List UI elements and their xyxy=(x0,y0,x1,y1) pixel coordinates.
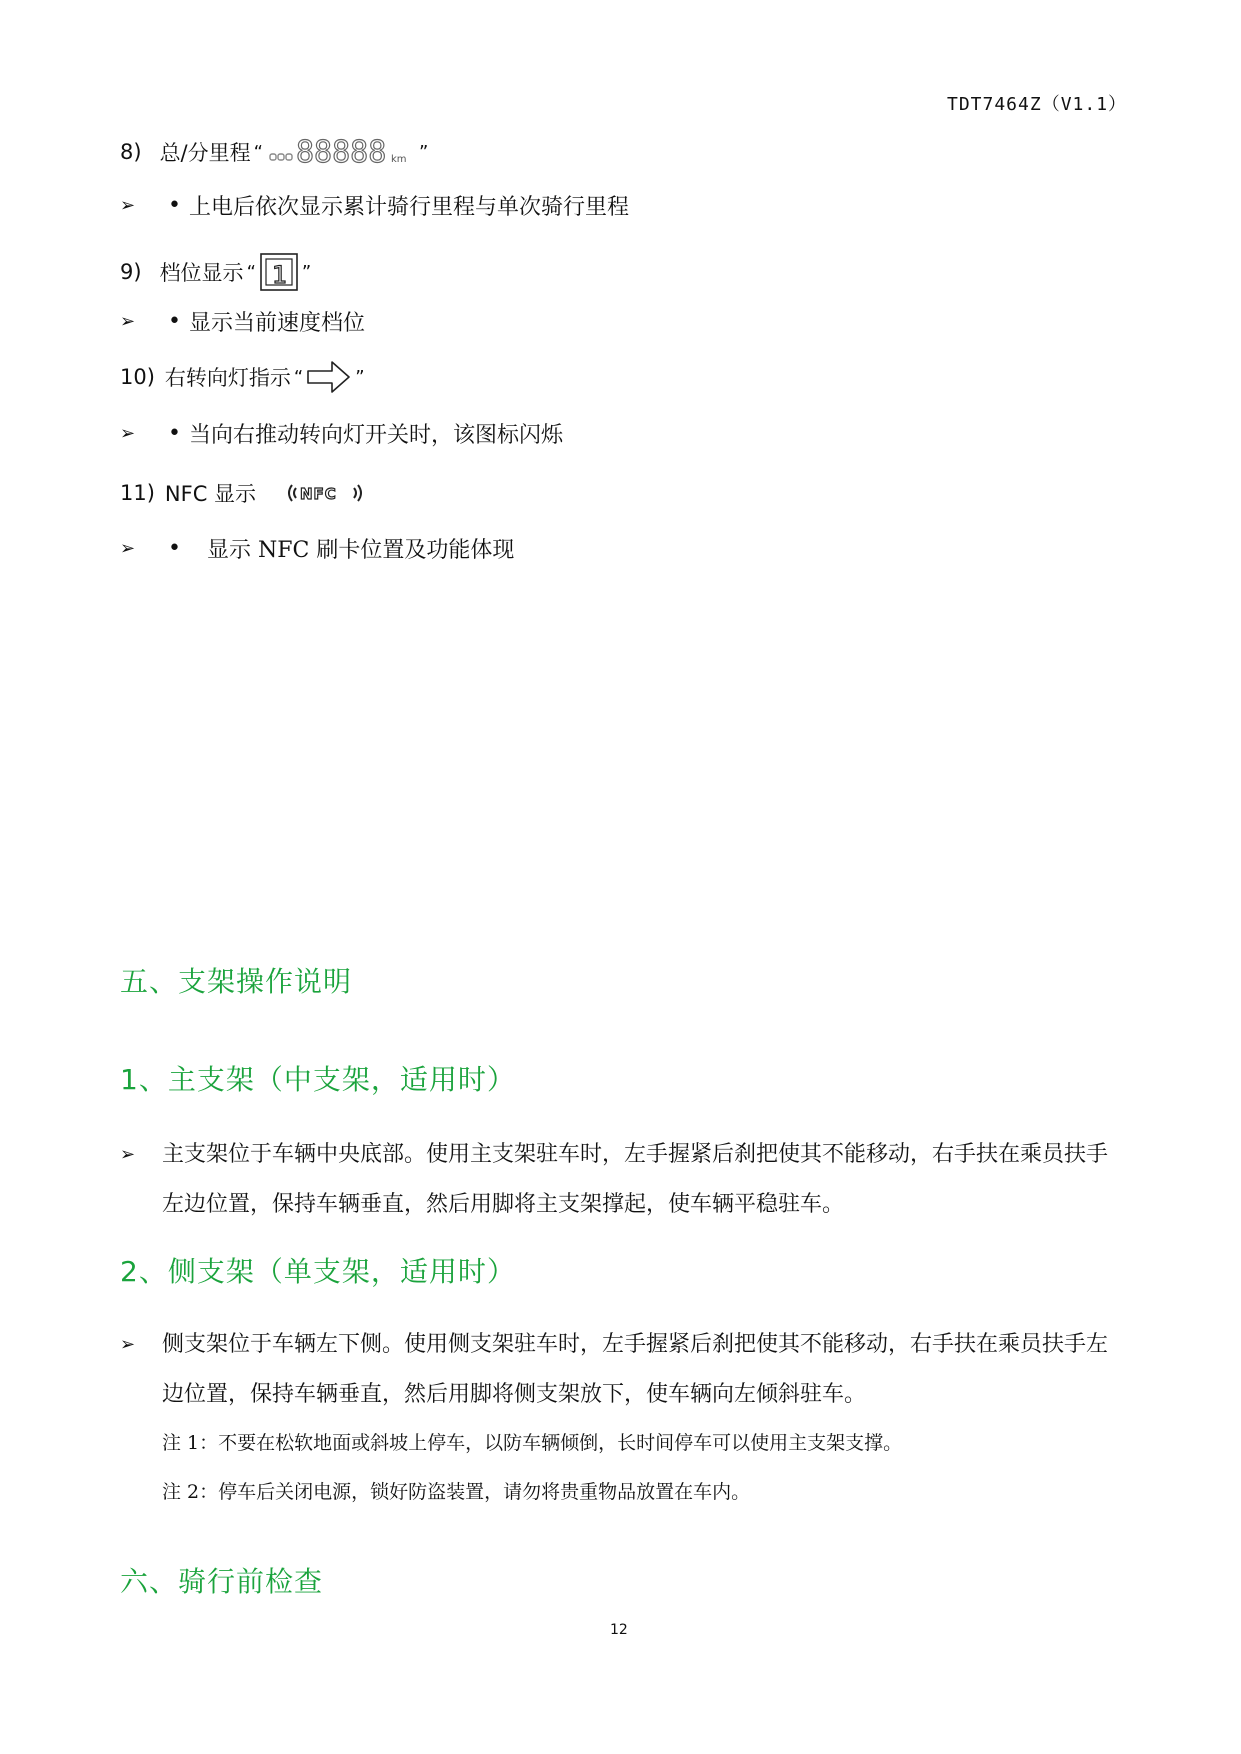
item-title: NFC 显示 xyxy=(164,482,257,506)
item-9-bullet xyxy=(120,306,365,337)
item-8-bullet xyxy=(120,190,629,221)
dot-bullet-icon: • xyxy=(168,421,181,446)
item-10-bullet xyxy=(120,418,563,449)
section-6-heading: 六、骑行前检查 xyxy=(120,1565,324,1598)
bullet-text: 当向右推动转向灯开关时，该图标闪烁 xyxy=(188,423,563,448)
section-5-1-heading: 1、主支架（中支架，适用时） xyxy=(120,1063,516,1096)
dot-bullet-icon: • xyxy=(168,193,181,218)
nfc-label: NFC xyxy=(300,485,337,503)
quote-open: “ xyxy=(293,366,304,388)
dot-bullet-icon: • xyxy=(168,309,181,334)
item-8-heading xyxy=(120,136,431,168)
nfc-icon xyxy=(284,481,366,505)
odometer-segment-icon xyxy=(266,136,416,168)
section-5-heading: 五、支架操作说明 xyxy=(120,965,353,998)
arrow-bullet-icon: ➢ xyxy=(120,311,136,332)
bullet-text: 上电后依次显示累计骑行里程与单次骑行里程 xyxy=(188,195,629,220)
arrow-bullet-icon: ➢ xyxy=(120,1334,136,1355)
bullet-text: 显示 NFC 刷卡位置及功能体现 xyxy=(206,538,515,563)
paragraph-text: 侧支架位于车辆左下侧。使用侧支架驻车时，左手握紧后刹把使其不能移动，右手扶在乘员扶手左边位置，保持车辆垂直，然后用脚将侧支架放下，使车辆向左倾斜驻车。 xyxy=(162,1332,1109,1407)
item-number: 11) xyxy=(120,481,155,505)
right-turn-arrow-icon xyxy=(306,360,352,394)
odometer-unit: km xyxy=(390,154,407,165)
arrow-bullet-icon: ➢ xyxy=(120,423,136,444)
note-1: 注 1：不要在松软地面或斜坡上停车，以防车辆倾倒，长时间停车可以使用主支架支撑。 xyxy=(162,1432,903,1454)
section-5-1-paragraph xyxy=(120,1130,1122,1230)
arrow-bullet-icon: ➢ xyxy=(120,195,136,216)
item-9-heading xyxy=(120,252,314,292)
item-number: 8) xyxy=(120,140,142,164)
arrow-bullet-icon: ➢ xyxy=(120,1144,136,1165)
dot-bullet-icon: • xyxy=(168,536,181,561)
gear-digit: 1 xyxy=(271,261,288,289)
item-title: 档位显示 xyxy=(159,261,244,285)
quote-open: “ xyxy=(246,261,256,283)
paragraph-text: 主支架位于车辆中央底部。使用主支架驻车时，左手握紧后刹把使其不能移动，右手扶在乘员扶手左边位置，保持车辆垂直，然后用脚将主支架撑起，使车辆平稳驻车。 xyxy=(162,1142,1109,1217)
item-number: 10) xyxy=(120,365,155,389)
section-5-2-heading: 2、侧支架（单支架，适用时） xyxy=(120,1255,516,1288)
item-11-heading xyxy=(120,478,366,508)
item-title: 总/分里程 xyxy=(159,141,251,165)
arrow-bullet-icon: ➢ xyxy=(120,538,136,559)
section-5-2-paragraph xyxy=(120,1320,1122,1420)
item-11-bullet xyxy=(120,533,514,564)
odometer-digits: 88888 xyxy=(295,136,387,168)
document-id: TDT7464Z（V1.1） xyxy=(947,94,1128,115)
bullet-text: 显示当前速度档位 xyxy=(188,311,365,336)
quote-open: “ xyxy=(253,141,263,163)
gear-1-icon xyxy=(259,252,299,292)
quote-close: ” xyxy=(418,141,429,163)
quote-close: ” xyxy=(301,261,312,283)
item-number: 9) xyxy=(120,260,142,284)
note-2: 注 2：停车后关闭电源，锁好防盗装置，请勿将贵重物品放置在车内。 xyxy=(162,1481,751,1503)
page-number: 12 xyxy=(610,1622,628,1638)
item-title: 右转向灯指示 xyxy=(164,366,291,390)
quote-close: ” xyxy=(355,366,365,388)
item-10-heading xyxy=(120,360,368,394)
